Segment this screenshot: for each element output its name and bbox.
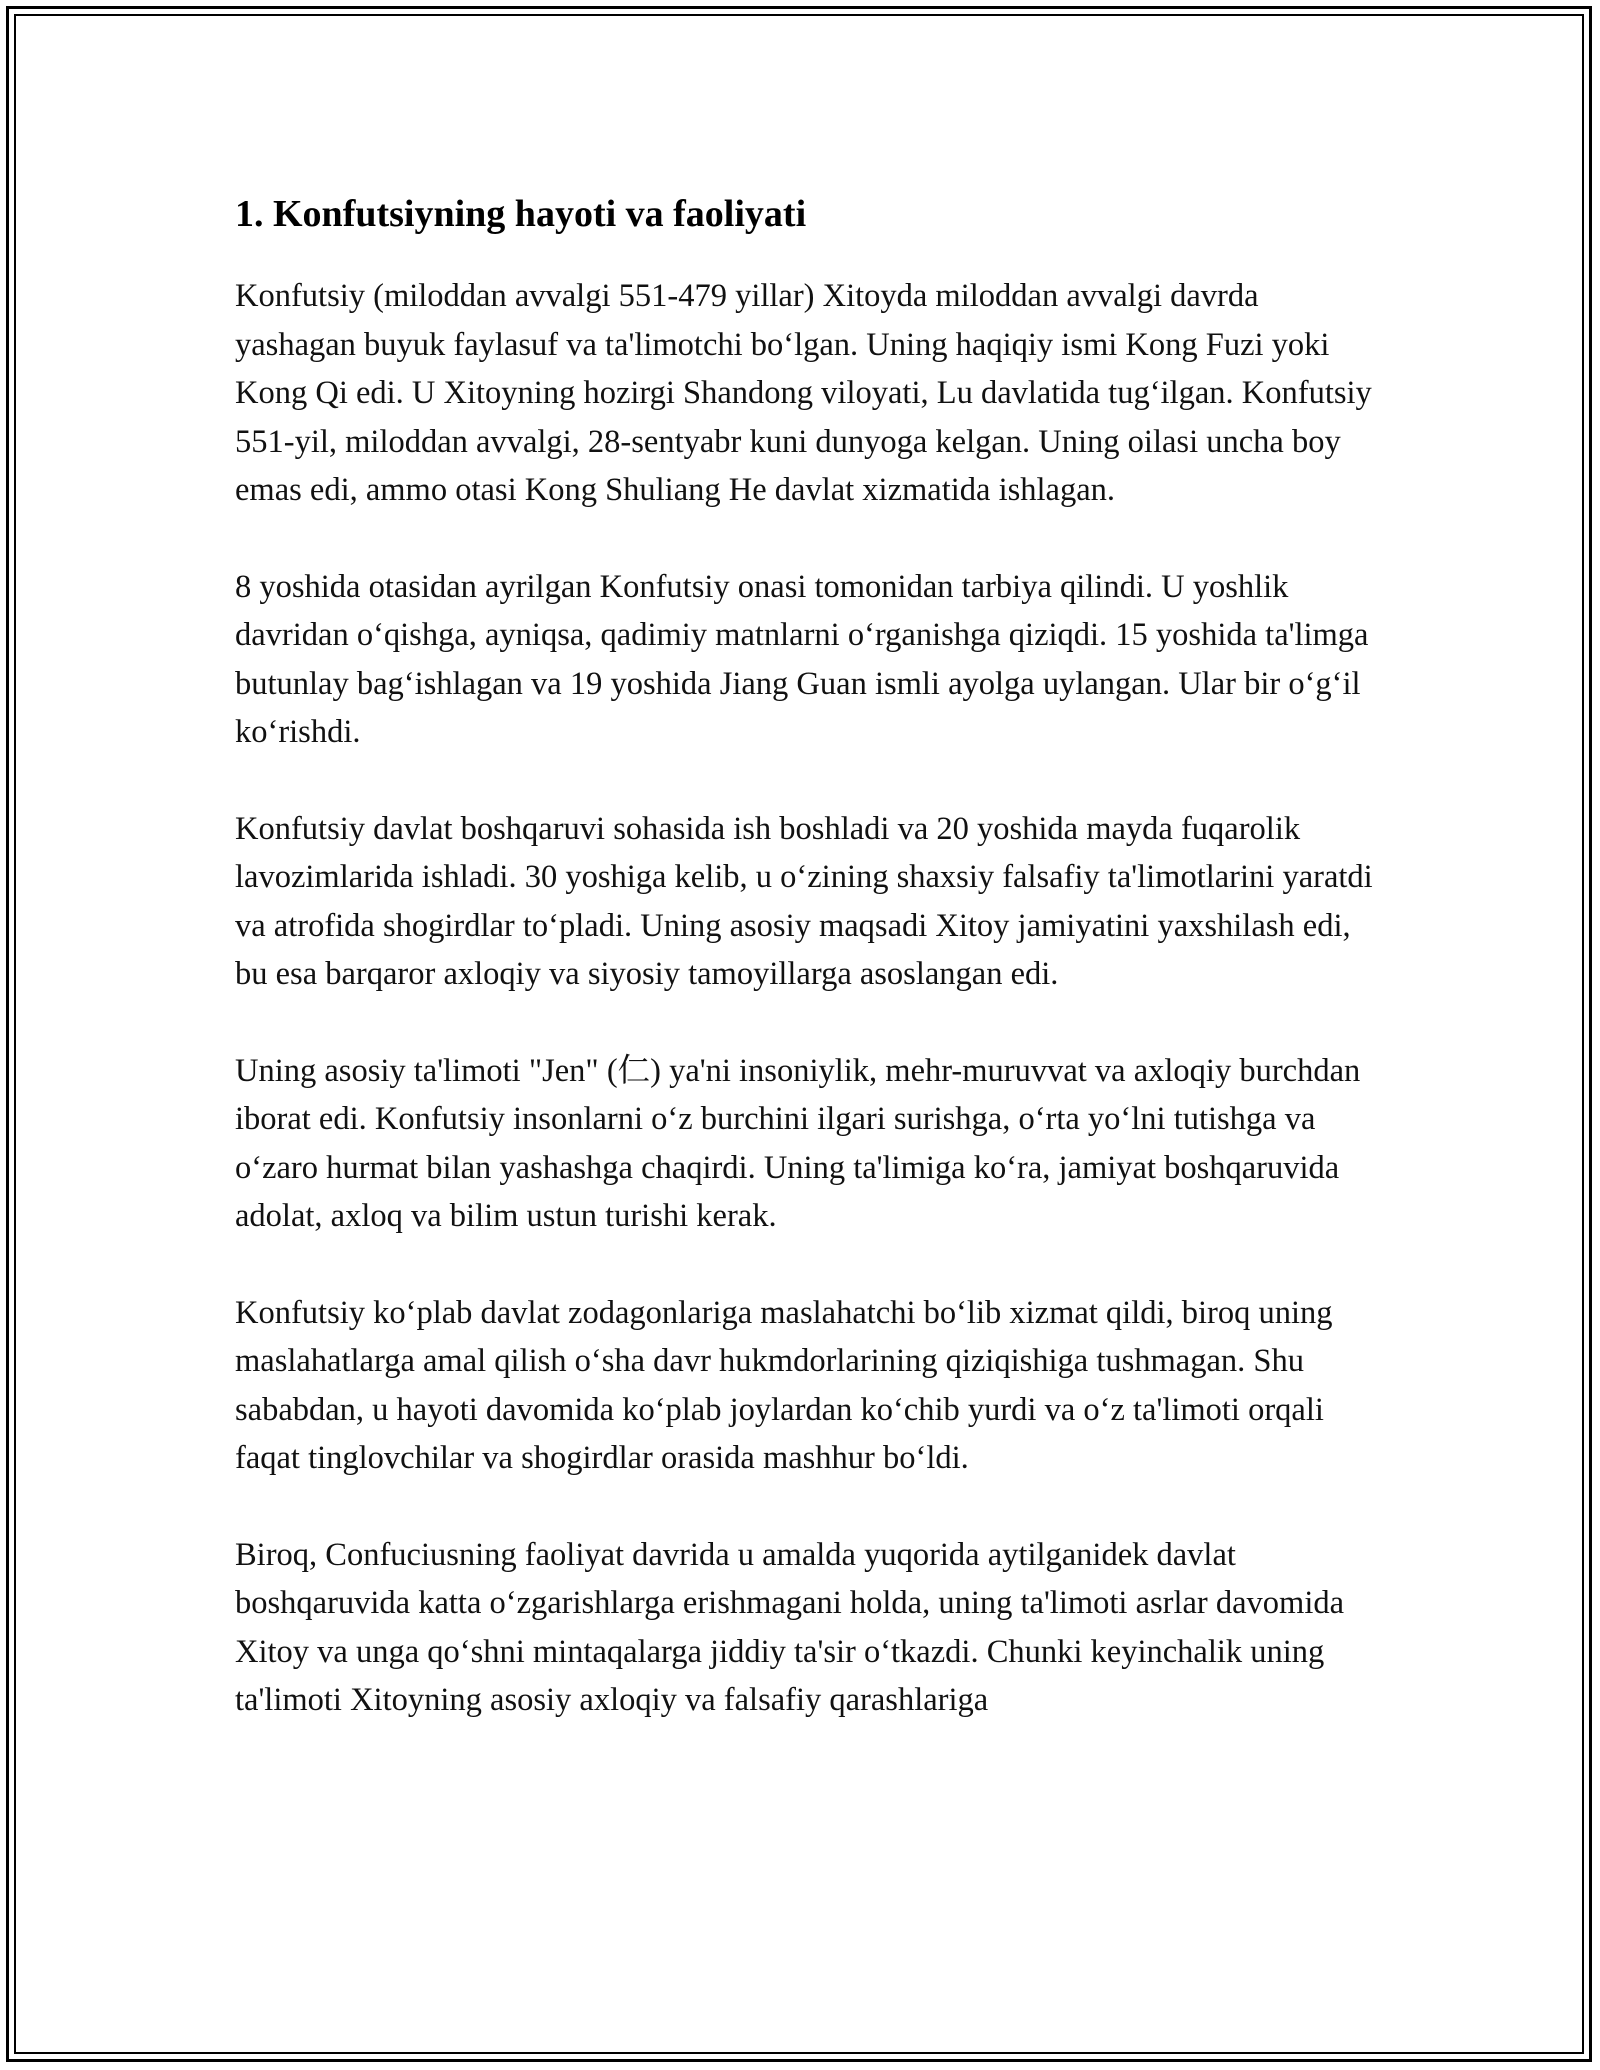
paragraph-3: Konfutsiy davlat boshqaruvi sohasida ish boshladi va 20 yoshida mayda fuqarolik lavozimlarida ishladi. 30 yoshiga kelib, u o‘zining shaxsiy falsafiy ta'limotlarini yaratdi va atrofida shogirdlar to‘pladi. Uning asosiy maqsadi Xitoy jamiyatini yaxshilash edi, bu esa barqaror axloqiy va siyosiy tamoyillarga asoslangan edi. bbox=[235, 810, 1373, 992]
paragraph-1: Konfutsiy (miloddan avvalgi 551-479 yillar) Xitoyda miloddan avvalgi davrda yashagan buyuk faylasuf va ta'limotchi bo‘lgan. Uning haqiqiy ismi Kong Fuzi yoki Kong Qi edi. U Xitoyning hozirgi Shandong viloyati, Lu davlatida tug‘ilgan. Konfutsiy 551-yil, miloddan avvalgi, 28-sentyabr kuni dunyoga kelgan. Uning oilasi uncha boy emas edi, ammo otasi Kong Shuliang He davlat xizmatida ishlagan. bbox=[235, 278, 1372, 508]
page-title: 1. Konfutsiyning hayoti va faoliyati bbox=[235, 193, 807, 235]
paragraph-4: Uning asosiy ta'limoti "Jen" (仁) ya'ni insoniylik, mehr-muruvvat va axloqiy burchdan iborat edi. Konfutsiy insonlarni o‘z burchini ilgari surishga, o‘rta yo‘lni tutishga va o‘zaro hurmat bilan yashashga chaqirdi. Uning ta'limiga ko‘ra, jamiyat boshqaruvida adolat, axloq va bilim ustun turishi kerak. bbox=[235, 1052, 1361, 1234]
document-body bbox=[235, 190, 1385, 1773]
paragraph-6: Biroq, Confuciusning faoliyat davrida u amalda yuqorida aytilganidek davlat boshqaruvida katta o‘zgarishlarga erishmagani holda, uning ta'limoti asrlar davomida Xitoy va unga qo‘shni mintaqalarga jiddiy ta'sir o‘tkazdi. Chunki keyinchalik uning ta'limoti Xitoyning asosiy axloqiy va falsafiy qarashlariga bbox=[235, 1536, 1345, 1718]
paragraph-2: 8 yoshida otasidan ayrilgan Konfutsiy onasi tomonidan tarbiya qilindi. U yoshlik davridan o‘qishga, ayniqsa, qadimiy matnlarni o‘rganishga qiziqdi. 15 yoshida ta'limga butunlay bag‘ishlagan va 19 yoshida Jiang Guan ismli ayolga uylangan. Ular bir o‘g‘il ko‘rishdi. bbox=[235, 568, 1369, 750]
paragraph-5: Konfutsiy ko‘plab davlat zodagonlariga maslahatchi bo‘lib xizmat qildi, biroq uning maslahatlarga amal qilish o‘sha davr hukmdorlarining qiziqishiga tushmagan. Shu sababdan, u hayoti davomida ko‘plab joylardan ko‘chib yurdi va o‘z ta'limoti orqali faqat tinglovchilar va shogirdlar orasida mashhur bo‘ldi. bbox=[235, 1294, 1333, 1476]
